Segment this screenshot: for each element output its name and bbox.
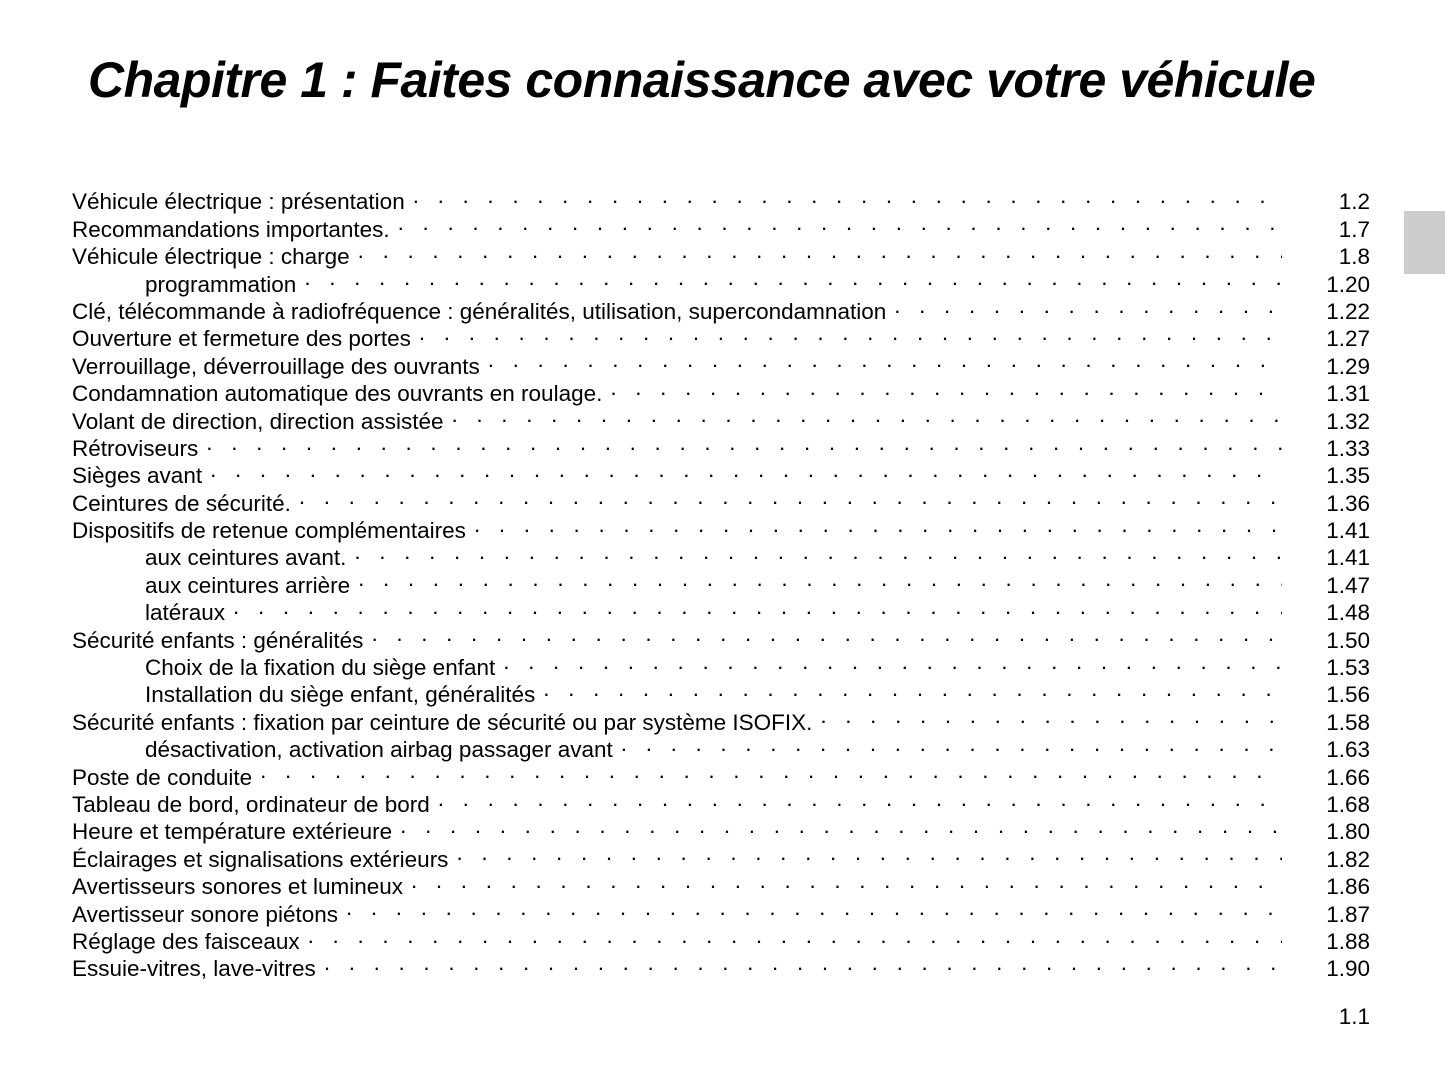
toc-entry-page: 1.87 <box>1326 901 1370 927</box>
toc-dot-leader <box>894 292 1282 319</box>
toc-entry-page: 1.2 <box>1338 189 1370 215</box>
toc-entry-label: Recommandations importantes. <box>72 216 390 242</box>
page-title: Chapitre 1 : Faites connaissance avec votre véhicule <box>88 51 1316 108</box>
toc-entry-label: Choix de la fixation du siège enfant <box>145 655 496 681</box>
toc-dot-leader <box>398 209 1282 236</box>
toc-dot-leader <box>260 757 1282 784</box>
toc-entry-page: 1.8 <box>1338 244 1370 270</box>
toc-entry-label: Ouverture et fermeture des portes <box>72 326 411 352</box>
toc-dot-leader <box>451 401 1282 428</box>
toc-dot-leader <box>354 538 1282 565</box>
toc-entry-label: Avertisseur sonore piétons <box>72 901 338 927</box>
toc-entry-label: latéraux <box>145 600 226 626</box>
toc-entry-label: Réglage des faisceaux <box>72 928 300 954</box>
toc-entry-page: 1.36 <box>1326 490 1370 516</box>
toc-dot-leader <box>413 182 1282 209</box>
toc-entry-page: 1.35 <box>1326 463 1370 489</box>
toc-entry-label: Sièges avant <box>72 463 203 489</box>
page-folio: 1.1 <box>1338 1004 1370 1029</box>
toc-dot-leader <box>610 374 1282 401</box>
toc-entry-page: 1.63 <box>1326 737 1370 763</box>
toc-entry-label: Véhicule électrique : présentation <box>72 189 405 215</box>
toc-entry-page: 1.82 <box>1326 846 1370 872</box>
toc-entry-label: Tableau de bord, ordinateur de bord <box>72 791 430 817</box>
toc-dot-leader <box>358 565 1282 592</box>
toc-dot-leader <box>324 949 1282 976</box>
toc-entry-label: Essuie-vitres, lave-vitres <box>72 956 316 982</box>
toc-entry-page: 1.27 <box>1326 326 1370 352</box>
toc-dot-leader <box>400 812 1282 839</box>
toc-entry-page: 1.22 <box>1326 298 1370 324</box>
toc-entry-page: 1.33 <box>1326 435 1370 461</box>
toc-entry[interactable] <box>72 429 1370 461</box>
toc-entry-label: Rétroviseurs <box>72 435 199 461</box>
toc-entry-page: 1.7 <box>1338 216 1370 242</box>
toc-dot-leader <box>456 839 1282 866</box>
toc-dot-leader <box>411 867 1282 894</box>
toc-entry-label: Avertisseurs sonores et lumineux <box>72 874 403 900</box>
toc-entry-label: Dispositifs de retenue complémentaires <box>72 518 466 544</box>
toc-entry-page: 1.32 <box>1326 408 1370 434</box>
toc-dot-leader <box>820 702 1282 729</box>
toc-dot-leader <box>438 785 1282 812</box>
toc-entry-label: Clé, télécommande à radiofréquence : généralités, utilisation, supercondamnation <box>72 298 887 324</box>
toc-entry-page: 1.47 <box>1326 572 1370 598</box>
toc-dot-leader <box>503 648 1282 675</box>
toc-entry[interactable] <box>72 456 1370 489</box>
toc-entry[interactable] <box>72 757 1370 790</box>
toc-dot-leader <box>488 346 1282 373</box>
toc-entry-label: Condamnation automatique des ouvrants en roulage. <box>72 381 603 407</box>
toc-entry-page: 1.88 <box>1326 928 1370 954</box>
toc-entry-label: programmation <box>145 271 297 297</box>
toc-entry-label: aux ceintures arrière <box>145 572 351 598</box>
toc-dot-leader <box>346 894 1282 921</box>
toc-dot-leader <box>210 456 1282 483</box>
toc-entry-page: 1.41 <box>1326 545 1370 571</box>
toc-entry[interactable] <box>72 593 1370 626</box>
toc-entry-page: 1.31 <box>1326 381 1370 407</box>
toc-dot-leader <box>358 237 1282 264</box>
toc-entry-page: 1.29 <box>1326 353 1370 379</box>
toc-dot-leader <box>206 429 1282 456</box>
toc-entry[interactable] <box>72 182 1370 215</box>
toc-entry-page: 1.50 <box>1326 627 1370 653</box>
toc-entry-page: 1.56 <box>1326 682 1370 708</box>
toc-entry-label: Poste de conduite <box>72 764 253 790</box>
toc-dot-leader <box>308 922 1282 949</box>
toc-dot-leader <box>621 730 1282 757</box>
chapter-tab-marker <box>1404 211 1445 274</box>
toc-entry-label: Éclairages et signalisations extérieurs <box>72 846 449 872</box>
toc-entry-page: 1.68 <box>1326 791 1370 817</box>
toc-entry[interactable] <box>72 785 1370 817</box>
toc-dot-leader <box>419 319 1282 346</box>
toc-dot-leader <box>371 620 1282 647</box>
toc-entry[interactable] <box>72 620 1370 653</box>
toc-entry-label: Véhicule électrique : charge <box>72 244 350 270</box>
toc-entry-page: 1.90 <box>1326 956 1370 982</box>
toc-entry-label: Heure et température extérieure <box>72 819 393 845</box>
toc-entry-page: 1.58 <box>1326 709 1370 735</box>
toc-entry-label: désactivation, activation airbag passager avant <box>145 737 613 763</box>
toc-entry-page: 1.66 <box>1326 764 1370 790</box>
toc-entry-label: Sécurité enfants : fixation par ceinture de sécurité ou par système ISOFIX. <box>72 709 813 735</box>
toc-entry-label: Verrouillage, déverrouillage des ouvrants <box>72 353 480 379</box>
table-of-contents <box>72 182 1370 982</box>
toc-entry-page: 1.41 <box>1326 518 1370 544</box>
toc-entry-page: 1.53 <box>1326 655 1370 681</box>
toc-entry-page: 1.80 <box>1326 819 1370 845</box>
toc-entry-label: Volant de direction, direction assistée <box>72 408 444 434</box>
toc-entry-label: Ceintures de sécurité. <box>72 490 291 516</box>
toc-dot-leader <box>304 264 1282 291</box>
toc-dot-leader <box>299 483 1282 510</box>
toc-entry-page: 1.86 <box>1326 874 1370 900</box>
toc-entry-label: Installation du siège enfant, généralités <box>145 682 536 708</box>
toc-dot-leader <box>543 675 1282 702</box>
toc-entry-page: 1.20 <box>1326 271 1370 297</box>
toc-dot-leader <box>474 511 1282 538</box>
toc-entry[interactable] <box>72 483 1370 516</box>
toc-entry-label: Sécurité enfants : généralités <box>72 627 364 653</box>
toc-entry-page: 1.48 <box>1326 600 1370 626</box>
toc-entry-label: aux ceintures avant. <box>145 545 347 571</box>
toc-dot-leader <box>233 593 1282 620</box>
